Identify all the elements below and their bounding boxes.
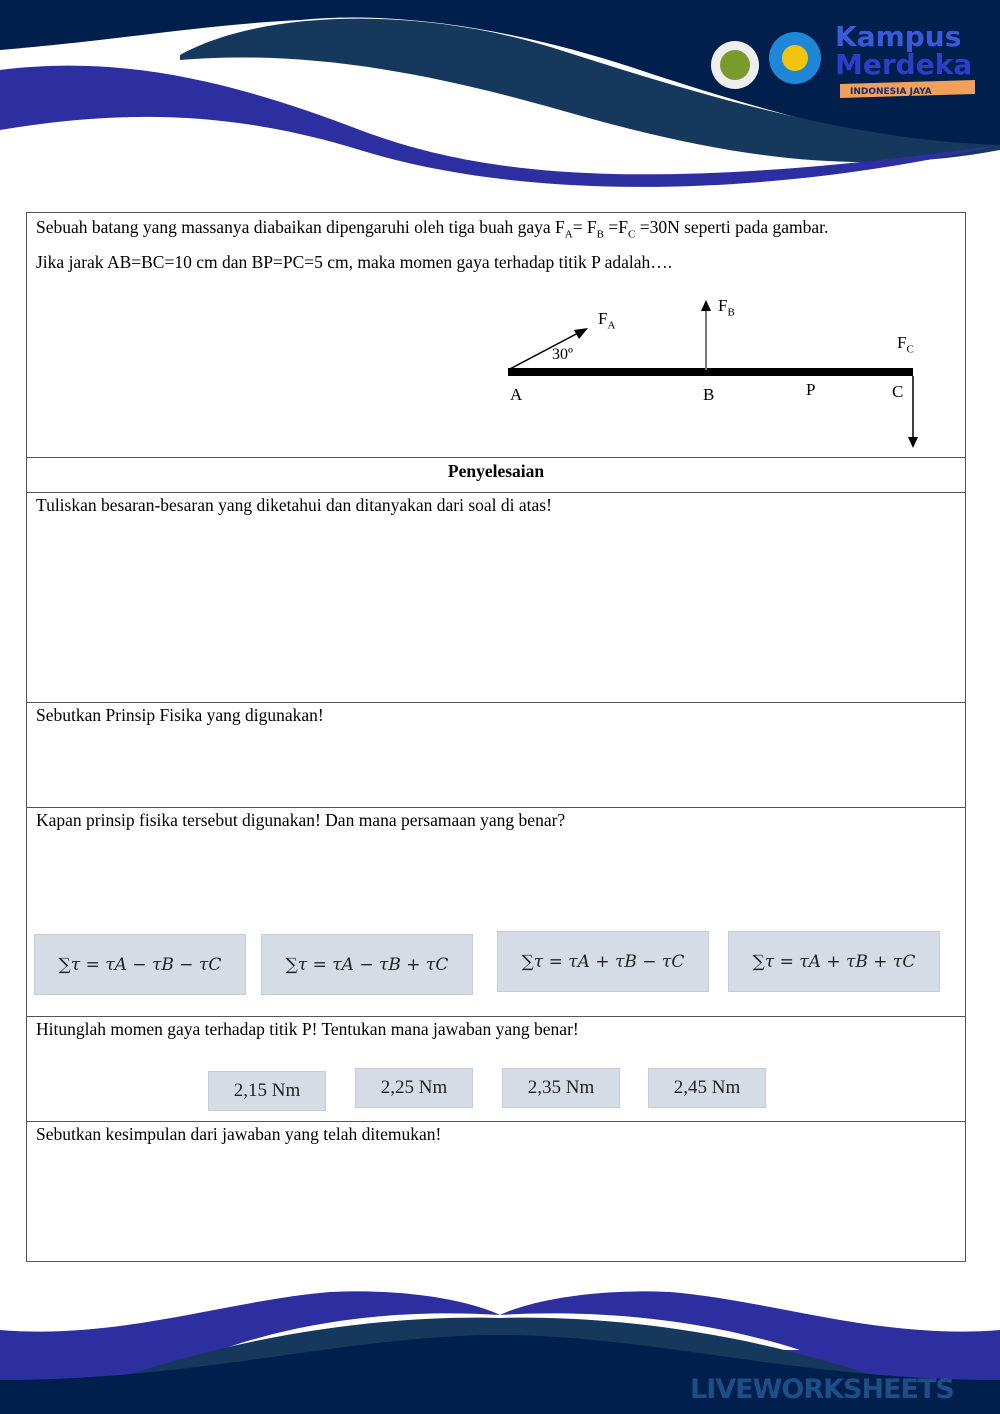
kemendikbud-logo [769, 32, 821, 84]
liveworksheets-watermark: LIVEWORKSHEETS [690, 1374, 954, 1405]
equation-option-2[interactable]: ∑τ = τA − τB + τC [261, 934, 473, 995]
question-line-1: Sebuah batang yang massanya diabaikan dipengaruhi oleh tiga buah gaya $F_A= F_B =F_C =30N$ seperti pada gambar. [36, 217, 829, 241]
tagline-text: INDONESIA JAYA [850, 87, 932, 97]
rod [508, 368, 913, 376]
label-p: P [806, 380, 816, 399]
kampus-merdeka-logo: Kampus [835, 20, 962, 53]
answer-option-4[interactable]: 2,45 Nm [648, 1068, 766, 1108]
label-c: C [892, 382, 904, 401]
label-fc: $F_C$ [897, 333, 914, 356]
label-angle: 30º [552, 346, 573, 363]
answer-option-2[interactable]: 2,25 Nm [355, 1068, 473, 1108]
equation-option-4[interactable]: ∑τ = τA + τB + τC [728, 931, 940, 992]
label-a: A [510, 385, 523, 404]
svg-text:Merdeka: Merdeka [835, 48, 973, 81]
question-line-2: Jika jarak AB=BC=10 cm dan BP=PC=5 cm, maka momen gaya terhadap titik P adalah…. [36, 252, 673, 272]
step-calc-cell [26, 1016, 966, 1122]
answer-option-1[interactable]: 2,15 Nm [208, 1071, 326, 1111]
answer-option-3[interactable]: 2,35 Nm [502, 1068, 620, 1108]
step-label: Sebutkan kesimpulan dari jawaban yang telah ditemukan! [36, 1124, 442, 1144]
equation-option-1[interactable]: ∑τ = τA − τB − τC [34, 934, 246, 995]
step-label: Tuliskan besaran-besaran yang diketahui dan ditanyakan dari soal di atas! [36, 495, 552, 515]
step-conclusion-cell [26, 1121, 966, 1262]
step-principle-cell [26, 702, 966, 808]
label-fa: $F_A$ [598, 309, 616, 332]
university-logo [711, 41, 759, 89]
label-b: B [703, 385, 715, 404]
step-label: Hitunglah momen gaya terhadap titik P! Tentukan mana jawaban yang benar! [36, 1019, 579, 1039]
solution-header: Penyelesaian [26, 457, 966, 493]
header-wave-banner [0, 0, 1000, 200]
label-fb: $F_B$ [718, 296, 735, 319]
step-known-cell [26, 492, 966, 703]
step-label: Sebutkan Prinsip Fisika yang digunakan! [36, 705, 324, 725]
equation-option-3[interactable]: ∑τ = τA + τB − τC [497, 931, 709, 992]
step-label: Kapan prinsip fisika tersebut digunakan! Dan mana persamaan yang benar? [36, 810, 566, 830]
